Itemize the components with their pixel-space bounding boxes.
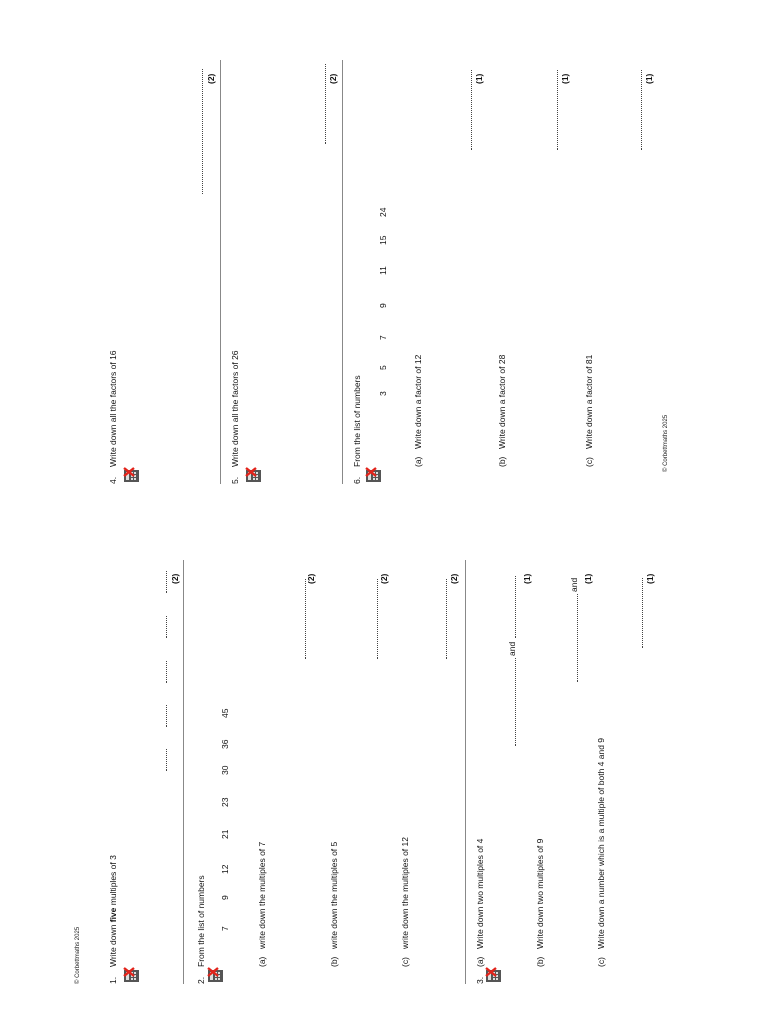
- list-number: 12: [220, 864, 230, 874]
- q5-text: Write down all the factors of 26: [230, 350, 240, 467]
- q2c-marks: (2): [449, 573, 459, 584]
- q3a-label: (a): [475, 956, 485, 967]
- q1-answer-line-1[interactable]: [166, 749, 167, 771]
- q4-number: 4.: [108, 476, 118, 484]
- q6b-text: Write down a factor of 28: [497, 354, 507, 449]
- q6c-marks: (1): [644, 73, 654, 84]
- q6a-marks: (1): [474, 73, 484, 84]
- q6a-label: (a): [413, 456, 423, 467]
- divider: [183, 560, 184, 984]
- list-number: 45: [220, 708, 230, 718]
- q1-answer-line-3[interactable]: [166, 661, 167, 683]
- q2-intro: From the list of numbers: [196, 875, 206, 967]
- no-calculator-icon: [122, 467, 140, 483]
- q3b-marks: (1): [583, 573, 593, 584]
- divider: [465, 560, 466, 984]
- q6-number: 6.: [352, 476, 362, 484]
- q3-number: 3.: [475, 976, 485, 984]
- q6a-answer-line[interactable]: [471, 70, 472, 150]
- q3b-label: (b): [535, 956, 545, 967]
- q1-answer-line-2[interactable]: [166, 705, 167, 727]
- q1-answer-line-4[interactable]: [166, 616, 167, 638]
- no-calculator-icon: [206, 967, 224, 983]
- q6b-marks: (1): [560, 73, 570, 84]
- q1-number: 1.: [108, 976, 118, 984]
- q2a-marks: (2): [306, 573, 316, 584]
- q5-number: 5.: [230, 476, 240, 484]
- q6-intro: From the list of numbers: [352, 375, 362, 467]
- q1-question: Write down five multiples of 3: [108, 855, 118, 967]
- no-calculator-icon: [484, 967, 502, 983]
- divider: [220, 60, 221, 484]
- list-number: 15: [378, 235, 388, 245]
- no-calculator-icon: [122, 967, 140, 983]
- list-number: 7: [220, 926, 230, 931]
- q6c-text: Write down a factor of 81: [584, 354, 594, 449]
- q2b-text: write down the multiples of 5: [329, 841, 339, 949]
- q3a-answer-line-1[interactable]: [515, 658, 516, 746]
- q6b-label: (b): [497, 456, 507, 467]
- q4-text: Write down all the factors of 16: [108, 350, 118, 467]
- worksheet-page-1: [0, 512, 768, 1024]
- q1-marks: (2): [170, 573, 180, 584]
- list-number: 21: [220, 829, 230, 839]
- divider: [342, 60, 343, 484]
- list-number: 9: [220, 895, 230, 900]
- list-number: 23: [220, 797, 230, 807]
- list-number: 9: [378, 303, 388, 308]
- q2b-marks: (2): [379, 573, 389, 584]
- list-number: 3: [378, 391, 388, 396]
- q3a-marks: (1): [522, 573, 532, 584]
- q5-answer-line[interactable]: [325, 64, 326, 144]
- q3b-answer-line-1[interactable]: [577, 594, 578, 682]
- q2b-answer-line[interactable]: [377, 579, 378, 659]
- q2c-text: write down the multiples of 12: [400, 837, 410, 949]
- list-number: 36: [220, 739, 230, 749]
- q3c-answer-line[interactable]: [642, 578, 643, 648]
- q2c-answer-line[interactable]: [446, 579, 447, 659]
- q3b-text: Write down two multiples of 9: [535, 838, 545, 949]
- q3c-text: Write down a number which is a multiple of both 4 and 9: [596, 737, 606, 949]
- list-number: 30: [220, 765, 230, 775]
- q6c-answer-line[interactable]: [641, 70, 642, 150]
- list-number: 5: [378, 365, 388, 370]
- q3a-answer-line-2[interactable]: [515, 576, 516, 638]
- copyright-credit: © Corbettmaths 2025: [663, 414, 669, 472]
- list-number: 7: [378, 335, 388, 340]
- q4-answer-line[interactable]: [202, 69, 203, 194]
- list-number: 11: [378, 266, 388, 275]
- q5-marks: (2): [328, 73, 338, 84]
- copyright-credit: © Corbettmaths 2025: [75, 926, 81, 984]
- q3a-and: and: [507, 641, 517, 656]
- q2-number: 2.: [196, 976, 206, 984]
- q3b-and: and: [569, 577, 579, 592]
- list-number: 24: [378, 207, 388, 217]
- q6c-label: (c): [584, 457, 594, 467]
- no-calculator-icon: [244, 467, 262, 483]
- q3a-text: Write down two multiples of 4: [475, 838, 485, 949]
- q3c-label: (c): [596, 957, 606, 967]
- q2a-text: write down the multiples of 7: [257, 841, 267, 949]
- q6a-text: Write down a factor of 12: [413, 354, 423, 449]
- no-calculator-icon: [364, 467, 382, 483]
- q2a-answer-line[interactable]: [305, 579, 306, 659]
- q2b-label: (b): [329, 956, 339, 967]
- q6b-answer-line[interactable]: [557, 70, 558, 150]
- q1-answer-line-5[interactable]: [166, 571, 167, 593]
- q3c-marks: (1): [645, 573, 655, 584]
- q2a-label: (a): [257, 956, 267, 967]
- q4-marks: (2): [206, 73, 216, 84]
- q2c-label: (c): [400, 957, 410, 967]
